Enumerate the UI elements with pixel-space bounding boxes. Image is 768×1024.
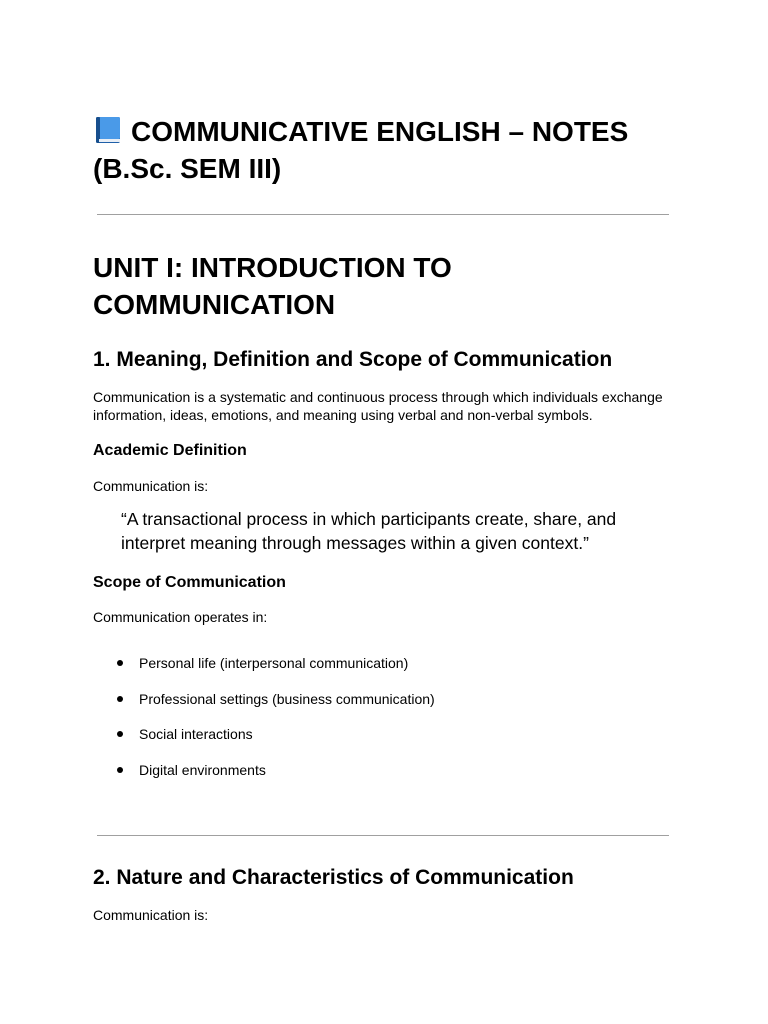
document-title-text: COMMUNICATIVE ENGLISH – NOTES (B.Sc. SEM III) <box>93 116 629 184</box>
scope-list <box>93 653 435 795</box>
document-title <box>93 113 693 187</box>
bullet-icon <box>117 767 123 773</box>
unit-heading: UNIT I: INTRODUCTION TO COMMUNICATION <box>93 252 452 320</box>
list-item <box>93 760 435 796</box>
list-item-text: Digital environments <box>139 761 266 778</box>
list-item-text: Personal life (interpersonal communication) <box>139 655 409 671</box>
bullet-icon <box>117 660 123 666</box>
bullet-icon <box>117 696 123 702</box>
subheading-academic-definition: Academic Definition <box>93 442 247 459</box>
nature-lead: Communication is: <box>93 907 209 923</box>
list-item <box>93 653 435 689</box>
subheading-scope: Scope of Communication <box>93 574 286 591</box>
horizontal-rule <box>97 835 669 836</box>
list-item-text: Professional settings (business communication) <box>139 690 435 707</box>
blue-book-icon <box>93 115 123 145</box>
definition-lead: Communication is: <box>93 478 209 494</box>
bullet-icon <box>117 731 123 737</box>
list-item <box>93 724 435 760</box>
section-heading-meaning: 1. Meaning, Definition and Scope of Communication <box>93 348 613 371</box>
intro-paragraph: Communication is a systematic and continuous process through which individuals exchange information, ideas, emotions, and meaning using verbal and non-verbal symbols. <box>93 389 663 423</box>
list-item-text: Social interactions <box>139 726 253 743</box>
scope-lead: Communication operates in: <box>93 609 268 625</box>
definition-quote: “A transactional process in which participants create, share, and interpret meaning through messages within a given context.” <box>121 509 617 553</box>
horizontal-rule <box>97 214 669 215</box>
section-heading-nature: 2. Nature and Characteristics of Communication <box>93 866 574 889</box>
list-item <box>93 689 435 725</box>
